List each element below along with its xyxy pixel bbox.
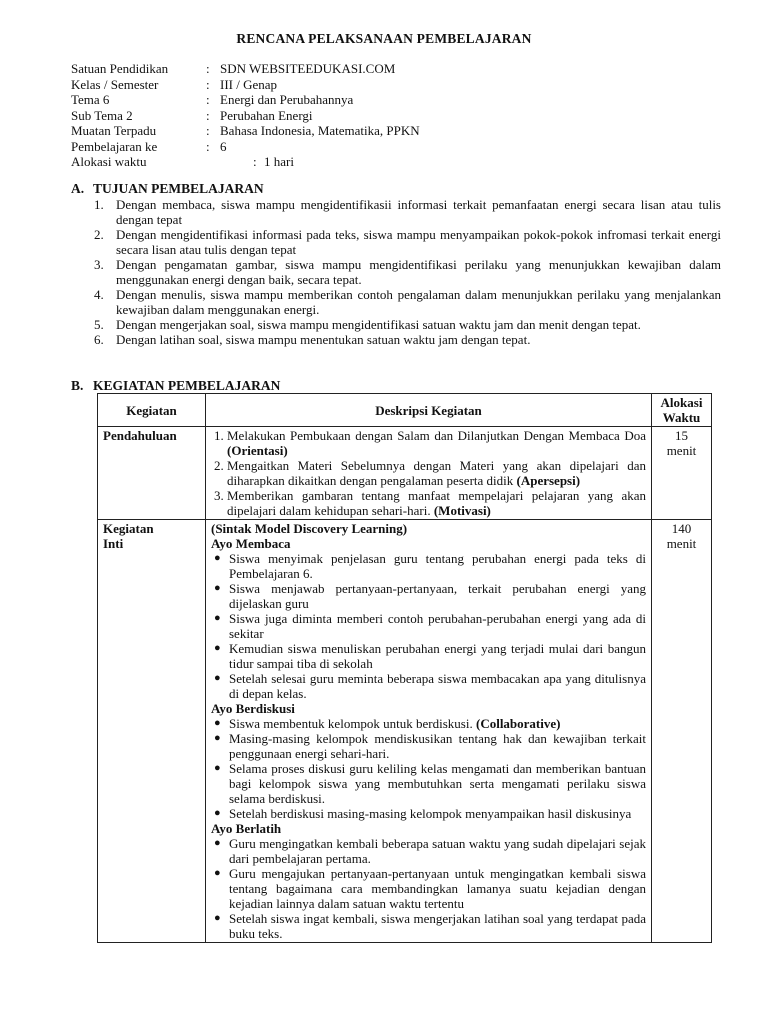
berlatih-list	[211, 836, 646, 941]
list-item	[211, 671, 646, 701]
item-text: Masing-masing kelompok mendiskusikan tentang hak dan kewajiban terkait penggunaan energi sehari-hari.	[229, 731, 646, 761]
section-title: TUJUAN PEMBELAJARAN	[93, 181, 264, 196]
header-alokasi-waktu	[652, 394, 712, 427]
info-colon: :	[206, 123, 210, 138]
header-kegiatan: Kegiatan	[98, 394, 206, 427]
bullet-icon: ●	[214, 552, 221, 564]
info-row-satuan-pendidikan	[71, 61, 711, 77]
step-item	[211, 428, 646, 458]
objective-text: Dengan latihan soal, siswa mampu menentukan satuan waktu jam dengan tepat.	[116, 332, 531, 347]
info-label: Kelas / Semester	[71, 76, 159, 92]
info-colon: :	[253, 154, 257, 169]
objective-item	[94, 227, 721, 257]
item-text: Guru mengajukan pertanyaan-pertanyaan untuk mengingatkan kembali siswa tentang bagaimana cara membandingkan lamanya suatu kejadian dengan kejadian lainnya dalam satuan waktu tertentu	[229, 866, 646, 911]
item-text: Siswa juga diminta memberi contoh perubahan-perubahan energi yang ada di sekitar	[229, 611, 646, 641]
item-text: Siswa membentuk kelompok untuk berdiskusi.	[229, 716, 473, 731]
objective-item	[94, 197, 721, 227]
objective-item	[94, 332, 721, 347]
step-number: 2.	[214, 458, 224, 473]
info-value: Bahasa Indonesia, Matematika, PPKN	[220, 123, 420, 138]
step-text: Mengaitkan Materi Sebelumnya dengan Materi yang akan dipelajari dan diharapkan dikaitkan dengan pengalaman peserta didik	[227, 458, 646, 488]
item-text: Selama proses diskusi guru keliling kelas mengamati dan memberikan bantuan bagi kelompok siswa yang membutuhkan serta mengamati perilaku siswa selama berdiskusi.	[229, 761, 646, 806]
item-text: Setelah berdiskusi masing-masing kelompok menyampaikan hasil diskusinya	[229, 806, 632, 821]
header-deskripsi: Deskripsi Kegiatan	[206, 394, 652, 427]
objective-number: 5.	[94, 317, 104, 332]
bullet-icon: ●	[214, 732, 221, 744]
bullet-icon: ●	[214, 912, 221, 924]
objective-text: Dengan menulis, siswa mampu memberikan contoh pengalaman dalam menunjukkan perilaku yang menjalankan kewajiban dalam menggunakan energi.	[116, 287, 721, 317]
objective-number: 4.	[94, 287, 104, 302]
subheading-ayo-berlatih: Ayo Berlatih	[211, 821, 282, 836]
list-item	[211, 836, 646, 866]
model-label: (Sintak Model Discovery Learning)	[211, 521, 408, 536]
phase-line: Inti	[103, 536, 124, 551]
phase-cell: Pendahuluan	[98, 427, 206, 520]
info-label: Tema 6	[71, 92, 110, 107]
activities-table	[97, 393, 712, 943]
info-value: 1 hari	[264, 154, 294, 169]
bullet-icon: ●	[214, 807, 221, 819]
list-item	[211, 731, 646, 761]
section-letter: A.	[71, 181, 85, 196]
step-tag: (Orientasi)	[227, 443, 288, 458]
info-value: III / Genap	[220, 76, 278, 92]
section-title: KEGIATAN PEMBELAJARAN	[93, 378, 281, 393]
info-value: SDN WEBSITEEDUKASI.COM	[220, 61, 396, 76]
table-row-pendahuluan	[98, 427, 712, 520]
step-text: Memberikan gambaran tentang manfaat mempelajari pelajaran yang akan dipelajari dalam kehidupan sehari-hari.	[227, 488, 646, 518]
step-tag: (Motivasi)	[433, 503, 491, 518]
header-waktu-line: Waktu	[662, 410, 701, 425]
bullet-icon: ●	[214, 612, 221, 624]
description-cell	[206, 427, 652, 520]
objective-number: 1.	[94, 197, 104, 212]
step-number: 3.	[214, 488, 224, 503]
identity-block	[71, 61, 711, 170]
phase-cell	[98, 520, 206, 943]
step-number: 1.	[214, 428, 224, 443]
list-item	[211, 866, 646, 911]
time-cell	[652, 427, 712, 520]
objective-text: Dengan pengamatan gambar, siswa mampu mengidentifikasi perilaku yang menunjukkan kewajiban dalam menggunakan energi dengan baik, secara tepat.	[116, 257, 721, 287]
header-alokasi-line: Alokasi	[660, 395, 703, 410]
info-row-kelas-semester	[71, 77, 711, 93]
item-text: Siswa menyimak penjelasan guru tentang perubahan energi pada teks di Pembelajaran 6.	[229, 551, 646, 581]
objective-number: 6.	[94, 332, 104, 347]
time-value: 15	[675, 428, 688, 443]
bullet-icon: ●	[214, 762, 221, 774]
phase-line: Kegiatan	[103, 521, 154, 536]
info-label: Alokasi waktu	[71, 154, 147, 169]
bullet-icon: ●	[214, 672, 221, 684]
bullet-icon: ●	[214, 867, 221, 879]
section-heading-kegiatan	[71, 378, 280, 393]
objective-item	[94, 287, 721, 317]
table-header-row	[98, 394, 712, 427]
item-text: Setelah siswa ingat kembali, siswa mengerjakan latihan soal yang terdapat pada buku teks.	[229, 911, 646, 941]
item-text: Guru mengingatkan kembali beberapa satuan waktu yang sudah dipelajari sejak dari pembelajaran pertama.	[229, 836, 646, 866]
objective-item	[94, 257, 721, 287]
bullet-icon: ●	[214, 582, 221, 594]
subheading-ayo-membaca: Ayo Membaca	[211, 536, 291, 551]
step-tag: (Apersepsi)	[516, 473, 581, 488]
description-cell	[206, 520, 652, 943]
objective-number: 3.	[94, 257, 104, 272]
bullet-icon: ●	[214, 642, 221, 654]
objective-item	[94, 317, 721, 332]
berdiskusi-list	[211, 716, 646, 821]
list-item	[211, 761, 646, 806]
info-colon: :	[206, 138, 210, 154]
info-label: Muatan Terpadu	[71, 123, 157, 138]
table-row-kegiatan-inti	[98, 520, 712, 943]
time-unit: menit	[666, 536, 697, 551]
bullet-icon: ●	[214, 717, 221, 729]
list-item	[211, 911, 646, 941]
info-label: Sub Tema 2	[71, 107, 133, 123]
pendahuluan-steps	[211, 428, 646, 518]
list-item	[211, 551, 646, 581]
item-text: Kemudian siswa menuliskan perubahan energi yang terjadi mulai dari bangun tidur sampai tiba di sekolah	[229, 641, 646, 671]
info-colon: :	[206, 76, 210, 92]
info-colon: :	[206, 107, 210, 123]
objective-text: Dengan membaca, siswa mampu mengidentifikasii informasi terkait pemanfaatan energi secara lisan atau tulis dengan tepat	[116, 197, 721, 227]
step-item	[211, 488, 646, 518]
list-item	[211, 806, 646, 821]
list-item	[211, 641, 646, 671]
info-label: Pembelajaran ke	[71, 138, 158, 154]
objectives-list	[94, 197, 721, 347]
item-tag: (Collaborative)	[475, 716, 561, 731]
info-value: Energi dan Perubahannya	[220, 92, 354, 107]
objective-text: Dengan mengidentifikasi informasi pada teks, siswa mampu menyampaikan pokok-pokok infromasi terkait energi secara lisan atau tulis dengan tepat	[116, 227, 721, 257]
step-item	[211, 458, 646, 488]
info-row-muatan-terpadu	[71, 123, 711, 139]
info-value: Perubahan Energi	[220, 107, 313, 123]
time-value: 140	[671, 521, 692, 536]
item-text: Siswa menjawab pertanyaan-pertanyaan, terkait perubahan energi yang dijelaskan guru	[229, 581, 646, 611]
time-cell	[652, 520, 712, 943]
list-item	[211, 581, 646, 611]
info-row-alokasi-waktu	[71, 154, 711, 170]
list-item	[211, 611, 646, 641]
info-row-pembelajaran-ke	[71, 139, 711, 155]
info-colon: :	[206, 61, 210, 76]
list-item	[211, 716, 646, 731]
membaca-list	[211, 551, 646, 701]
bullet-icon: ●	[214, 837, 221, 849]
subheading-ayo-berdiskusi: Ayo Berdiskusi	[211, 701, 295, 716]
info-value: 6	[220, 138, 227, 154]
item-text: Setelah selesai guru meminta beberapa siswa membacakan apa yang ditulisnya di depan kelas.	[229, 671, 646, 701]
time-unit: menit	[666, 443, 697, 458]
info-row-tema	[71, 92, 711, 108]
step-text: Melakukan Pembukaan dengan Salam dan Dilanjutkan Dengan Membaca Doa	[227, 428, 646, 443]
info-colon: :	[206, 92, 210, 107]
info-label: Satuan Pendidikan	[71, 61, 169, 76]
section-letter: B.	[71, 378, 84, 393]
objective-text: Dengan mengerjakan soal, siswa mampu mengidentifikasi satuan waktu jam dan menit dengan tepat.	[116, 317, 641, 332]
info-row-sub-tema	[71, 108, 711, 124]
objective-number: 2.	[94, 227, 104, 242]
document-title: RENCANA PELAKSANAAN PEMBELAJARAN	[236, 31, 532, 46]
section-heading-tujuan	[71, 181, 264, 196]
